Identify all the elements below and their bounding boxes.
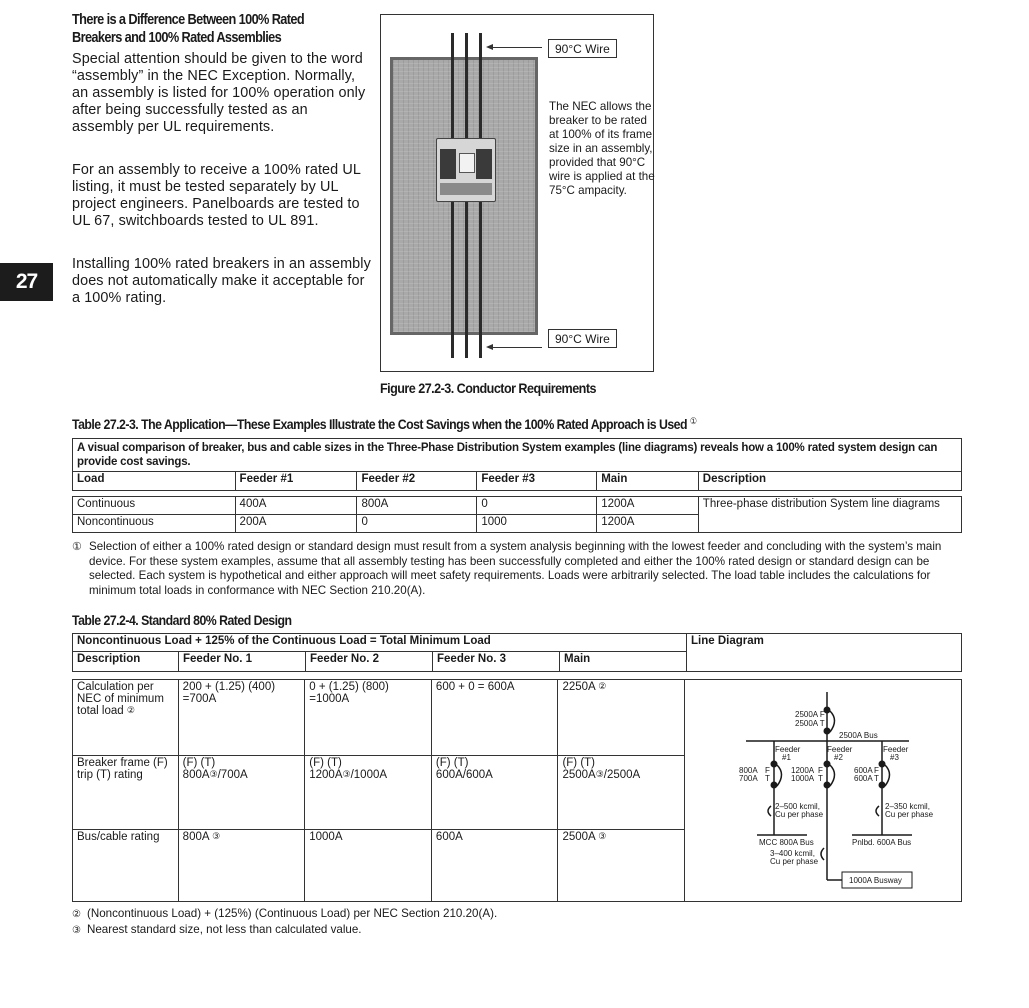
table2-cell: (F) (T) 800A③/700A — [178, 756, 305, 830]
conductor-wire — [479, 202, 482, 358]
footnote-mark: ② — [598, 681, 607, 691]
table1-cell: 400A — [235, 497, 357, 515]
svg-text:Cu per phase: Cu per phase — [775, 810, 824, 819]
top-wire-label: 90°C Wire — [548, 39, 617, 58]
figure-caption: Figure 27.2-3. Conductor Requirements — [380, 380, 596, 396]
table1-title: Table 27.2-3. The Application—These Examples Illustrate the Cost Savings when the 100% Rated Approach is Used ① — [72, 416, 697, 432]
breaker-contact-icon — [824, 728, 831, 735]
table2-cell: 200 + (1.25) (400) =700A — [178, 680, 305, 756]
table1-cost-savings — [72, 438, 962, 533]
svg-text:700A: 700A — [739, 774, 758, 783]
table1-cell: 0 — [357, 515, 477, 533]
footnote-mark: ② — [126, 705, 135, 715]
table2-caption: Noncontinuous Load + 125% of the Continuous Load = Total Minimum Load — [73, 634, 687, 652]
svg-text:T: T — [765, 774, 770, 783]
panelboard-bus-label: Pnlbd. 600A Bus — [852, 838, 912, 847]
table-row — [73, 497, 962, 515]
footnote-2: ② (Noncontinuous Load) + (125%) (Continuous Load) per NEC Section 210.20(A). — [72, 907, 498, 920]
svg-text:#2: #2 — [834, 753, 843, 762]
svg-text:2–350 kcmil,: 2–350 kcmil, — [885, 802, 930, 811]
table1-header: Feeder #3 — [477, 472, 597, 491]
svg-text:Cu per phase: Cu per phase — [885, 810, 934, 819]
conductor-wire — [451, 202, 454, 358]
main-breaker-trip-label: 2500A T — [795, 719, 825, 728]
footnote-mark: ③ — [598, 831, 607, 841]
section-tab-marker: 27 — [0, 263, 53, 301]
svg-text:1000A: 1000A — [791, 774, 815, 783]
table2-cell: 600 + 0 = 600A — [431, 680, 558, 756]
svg-text:#1: #1 — [782, 753, 791, 762]
table2-cell: 2250A ② — [558, 680, 685, 756]
breaker-handle — [459, 153, 475, 173]
table2-header: Feeder No. 3 — [433, 652, 560, 672]
footnote-text: Selection of either a 100% rated design or standard design must result from a system analysis beginning with the lowest feeder and concluding with the system’s main device. For these system examples, assume that all assembly testing has been successfully completed and either the 100% rated design or standard design can be selected. Each system is hypothetical and either approach will meet safety requirements. Loads were arbitrarily selected. The load table includes the calculations for minimum total loads in conformance with NEC Section 210.20(A). — [89, 540, 942, 597]
svg-text:F: F — [874, 766, 879, 775]
breaker-pole-block — [440, 149, 456, 179]
intro-heading-line2: Breakers and 100% Rated Assemblies — [72, 30, 282, 46]
table2-header: Description — [73, 652, 179, 672]
footnote-mark: ③ — [595, 769, 604, 779]
table2-cell: 800A ③ — [178, 830, 305, 902]
table1-footnote — [72, 540, 962, 598]
table1-header: Load — [73, 472, 236, 491]
svg-text:600A: 600A — [854, 766, 873, 775]
arrow-line — [492, 347, 542, 348]
table1-caption: A visual comparison of breaker, bus and cable sizes in the Three-Phase Distribution System examples (line diagrams) reveals how a 100% rated system design can provide cost savings. — [73, 439, 962, 472]
footnote-mark: ① — [689, 416, 697, 426]
line-diagram — [687, 680, 959, 902]
intro-paragraph-1: Special attention should be given to the word “assembly” in the NEC Exception. Normally, an assembly is listed for 100% operation only after being successfully tested as an assembly per UL requirements. — [72, 51, 366, 135]
footnote-mark: ③ — [342, 769, 351, 779]
table2-cell: (F) (T) 1200A③/1000A — [305, 756, 432, 830]
table2-cell: 600A — [431, 830, 558, 902]
table2-cell: (F) (T) 2500A③/2500A — [558, 756, 685, 830]
table1-cell: 200A — [235, 515, 357, 533]
table1-cell: 1000 — [477, 515, 597, 533]
svg-text:F: F — [818, 766, 823, 775]
svg-text:800A: 800A — [739, 766, 758, 775]
svg-text:Feeder: Feeder — [827, 745, 853, 754]
table1-cell: Noncontinuous — [73, 515, 236, 533]
table1-description-cell: Three-phase distribution System line diagrams — [698, 497, 961, 533]
svg-text:T: T — [818, 774, 823, 783]
figure-note: The NEC allows the breaker to be rated at 100% of its frame size in an assembly, provided that 90°C wire is applied at the 75°C ampacity. — [549, 100, 655, 197]
svg-text:T: T — [874, 774, 879, 783]
table2-cell: (F) (T) 600A/600A — [431, 756, 558, 830]
table2-row-label: Bus/cable rating — [73, 830, 179, 902]
table1-header: Feeder #2 — [357, 472, 477, 491]
table2-cell: 1000A — [305, 830, 432, 902]
intro-heading — [72, 11, 354, 47]
table1-cell: 1200A — [597, 497, 699, 515]
intro-heading-line1: There is a Difference Between 100% Rated — [72, 12, 305, 28]
conductor-wire — [479, 33, 482, 138]
footnote-mark: ① — [72, 541, 82, 553]
table1-cell: Continuous — [73, 497, 236, 515]
line-diagram-header: Line Diagram — [687, 634, 962, 672]
main-bus-label: 2500A Bus — [839, 731, 878, 740]
table1-cell: 800A — [357, 497, 477, 515]
circuit-breaker-illustration — [436, 138, 496, 202]
footnote-mark: ③ — [209, 769, 218, 779]
table1-header: Description — [698, 472, 961, 491]
table2-row-label: Breaker frame (F) trip (T) rating — [73, 756, 179, 830]
intro-paragraph-3: Installing 100% rated breakers in an assembly does not automatically make it acceptable for a 100% rating. — [72, 256, 371, 306]
busway-label: 1000A Busway — [849, 876, 902, 885]
svg-text:Feeder: Feeder — [775, 745, 801, 754]
table2-row-label: Calculation per NEC of minimum total load ② — [73, 680, 179, 756]
footnote-mark: ③ — [212, 831, 221, 841]
table1-header: Feeder #1 — [235, 472, 357, 491]
conductor-wire — [465, 33, 468, 138]
conductor-wire — [465, 202, 468, 358]
svg-text:F: F — [765, 766, 770, 775]
table2-header: Feeder No. 1 — [179, 652, 306, 672]
intro-paragraph-2: For an assembly to receive a 100% rated UL listing, it must be tested separately by UL project engineers. Panelboards are tested to UL 67, switchboards tested to UL 891. — [72, 162, 361, 229]
svg-text:1200A: 1200A — [791, 766, 815, 775]
mcc-bus-label: MCC 800A Bus — [759, 838, 814, 847]
breaker-trip-unit — [440, 183, 492, 195]
svg-text:2–500 kcmil,: 2–500 kcmil, — [775, 802, 820, 811]
svg-text:Feeder: Feeder — [883, 745, 909, 754]
conductor-wire — [451, 33, 454, 138]
bottom-wire-label: 90°C Wire — [548, 329, 617, 348]
table2-cell: 2500A ③ — [558, 830, 685, 902]
table1-cell: 1200A — [597, 515, 699, 533]
svg-text:600A: 600A — [854, 774, 873, 783]
table2-cell: 0 + (1.25) (800) =1000A — [305, 680, 432, 756]
svg-text:#3: #3 — [890, 753, 899, 762]
table1-cell: 0 — [477, 497, 597, 515]
table2-header-table — [72, 633, 962, 672]
table2-header: Main — [560, 652, 687, 672]
table1-header: Main — [597, 472, 699, 491]
main-breaker-frame-label: 2500A F — [795, 710, 825, 719]
arrow-line — [492, 47, 542, 48]
table2-title: Table 27.2-4. Standard 80% Rated Design — [72, 612, 292, 628]
svg-text:Cu per phase: Cu per phase — [770, 857, 819, 866]
breaker-pole-block — [476, 149, 492, 179]
footnote-3: ③ Nearest standard size, not less than calculated value. — [72, 923, 362, 936]
svg-text:3–400 kcmil,: 3–400 kcmil, — [770, 849, 815, 858]
table2-header: Feeder No. 2 — [306, 652, 433, 672]
